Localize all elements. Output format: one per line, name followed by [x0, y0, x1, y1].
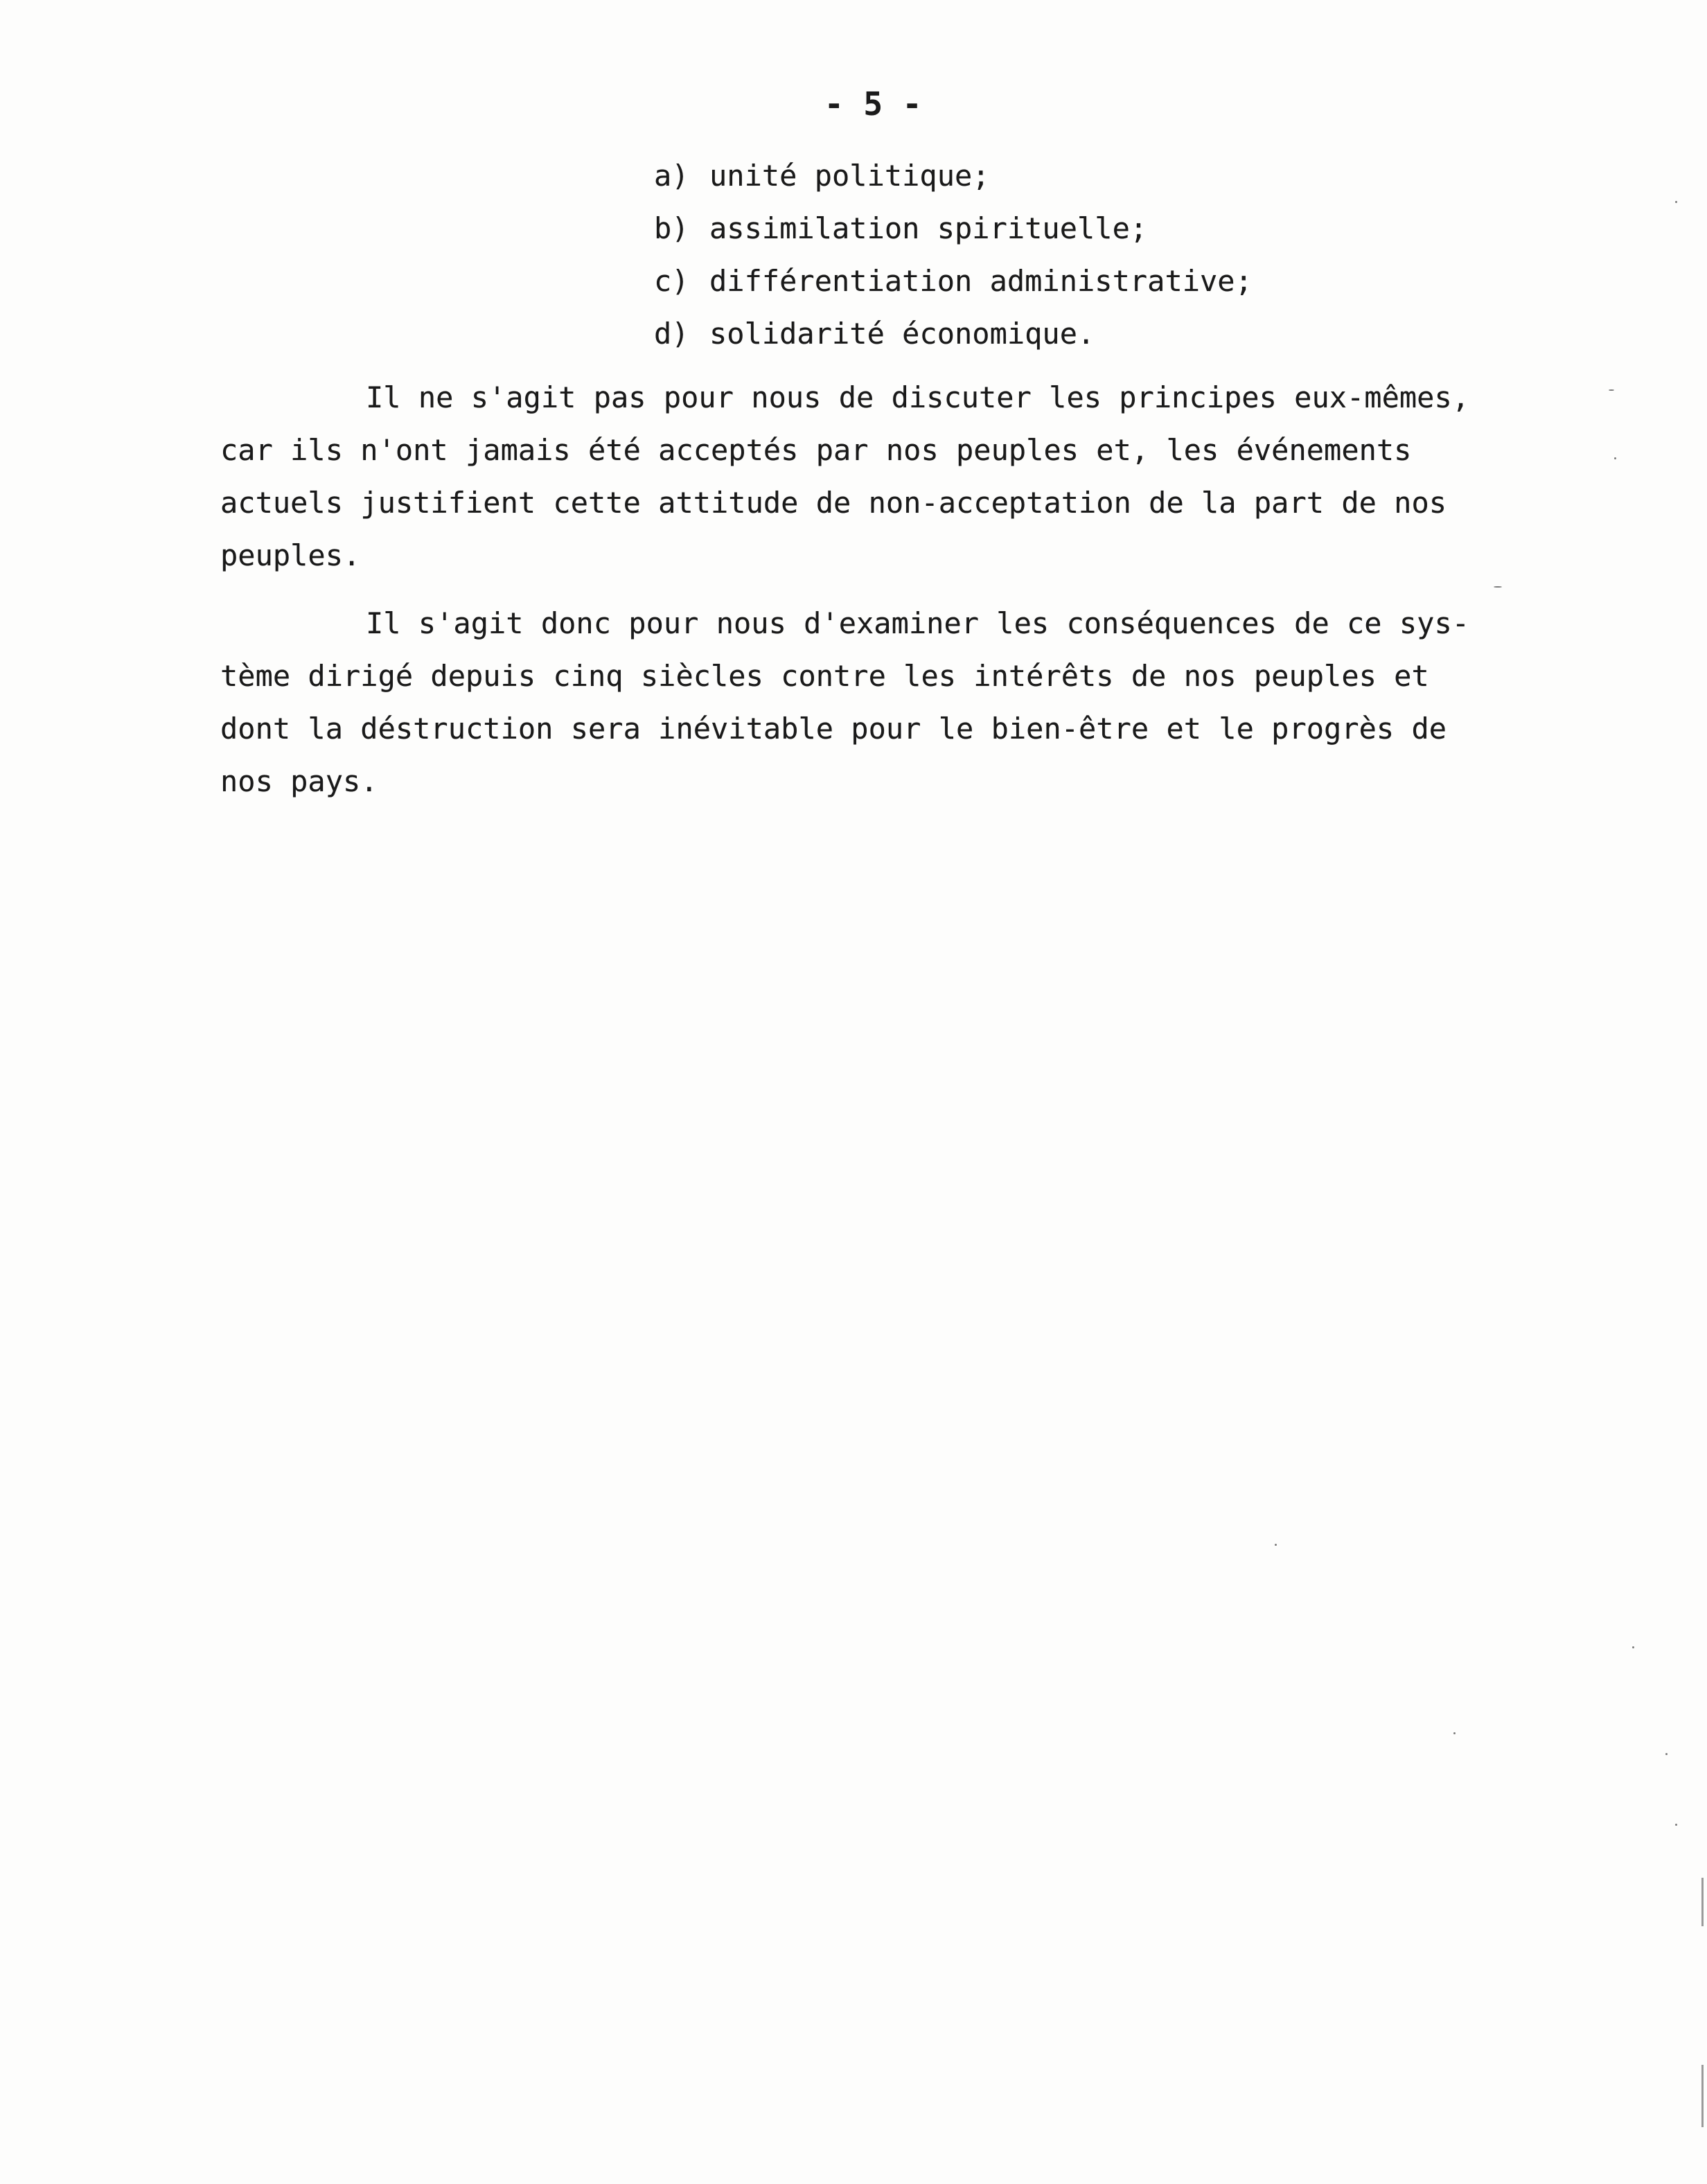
scan-speck — [1453, 1732, 1456, 1734]
list-marker: a) — [654, 159, 689, 193]
list-item-text: solidarité économique. — [709, 317, 1095, 351]
scan-speck — [1665, 1753, 1668, 1755]
scan-speck — [1614, 457, 1616, 459]
paragraph-line: Il s'agit donc pour nous d'examiner les conséquences de ce sys- — [366, 606, 1470, 640]
list-item-text: assimilation spirituelle; — [709, 211, 1148, 245]
scan-speck — [1675, 201, 1677, 203]
paragraph-principles — [220, 371, 1523, 582]
list-marker: b) — [654, 211, 689, 245]
scan-edge-mark — [1701, 1878, 1704, 1926]
scan-speck — [1494, 586, 1502, 588]
list-item-text: unité politique; — [709, 159, 990, 193]
list-marker: d) — [654, 317, 689, 351]
scan-speck — [1275, 1544, 1277, 1546]
paragraph-consequences — [220, 597, 1523, 808]
list-marker: c) — [654, 264, 689, 298]
paragraph-line: tème dirigé depuis cinq siècles contre les intérêts de nos peuples et — [220, 659, 1429, 693]
paragraph-line: Il ne s'agit pas pour nous de discuter les principes eux-mêmes, — [366, 380, 1470, 414]
list-item-text: différentiation administrative; — [709, 264, 1253, 298]
paragraph-line: car ils n'ont jamais été acceptés par nos peuples et, les événements — [220, 433, 1412, 467]
paragraph-line: nos pays. — [220, 764, 378, 798]
paragraph-line: actuels justifient cette attitude de non-acceptation de la part de nos — [220, 486, 1447, 520]
paragraph-line: dont la déstruction sera inévitable pour le bien-être et le progrès de — [220, 712, 1447, 746]
scan-speck — [1632, 1646, 1634, 1648]
scan-speck — [1609, 389, 1614, 391]
page-number: - 5 - — [824, 85, 922, 123]
paragraph-line: peuples. — [220, 538, 361, 572]
scan-speck — [1675, 1824, 1677, 1826]
scan-edge-mark — [1701, 2065, 1704, 2127]
